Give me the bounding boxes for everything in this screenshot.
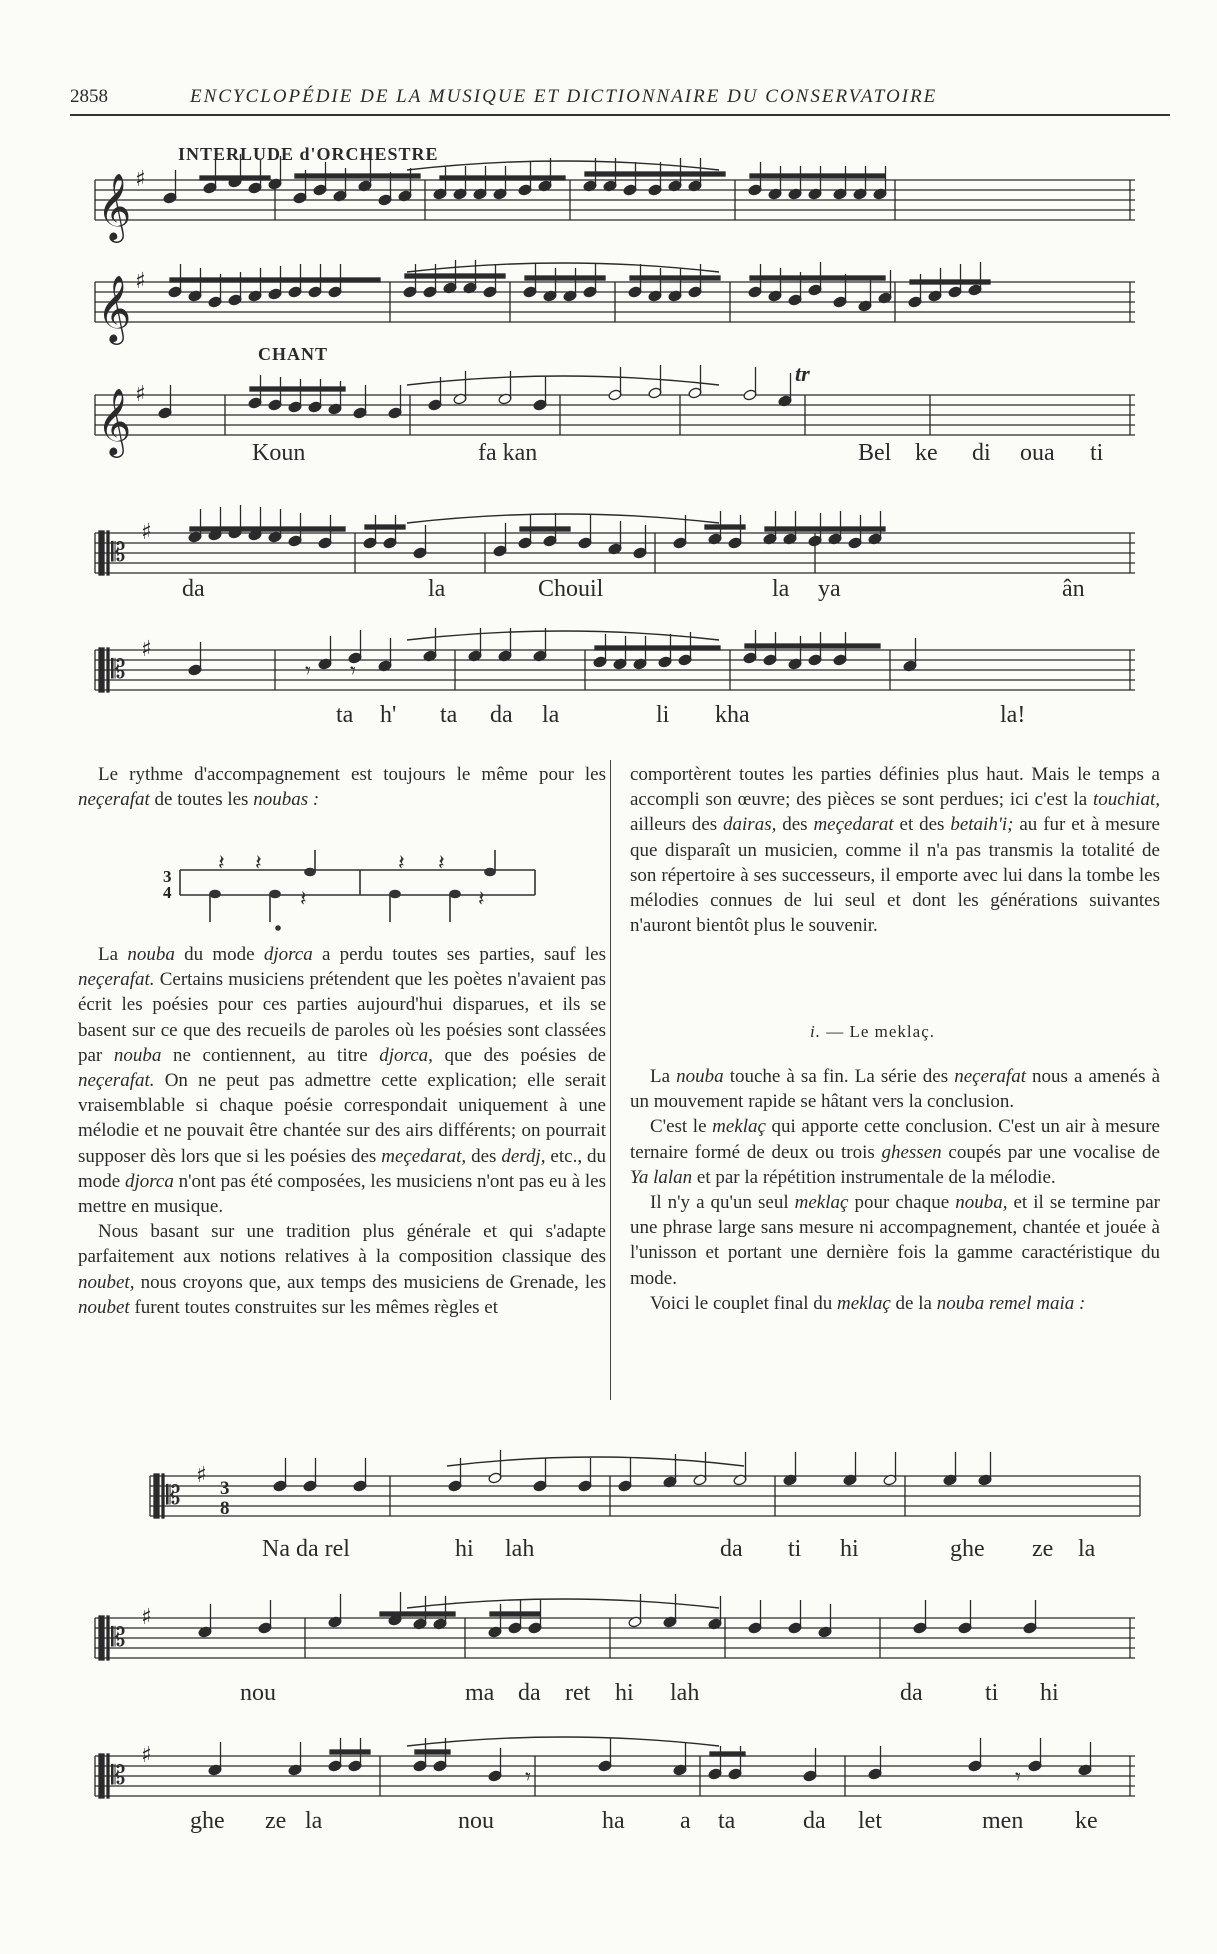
rhythm-time-top: 3: [163, 867, 172, 886]
section-heading: i. — Le meklaç.: [810, 1022, 935, 1041]
left-paragraph-3: Nous basant sur une tradition plus générale et qui s'adapte parfaitement aux notions relatives à la composition classique des noubet, nous croyons que, aux temps des musiciens de Grenade, les noubet furent toutes construites sur les mêmes règles et: [78, 1221, 606, 1318]
staff-6: [150, 1456, 1140, 1536]
staff-8: [95, 1736, 1135, 1816]
svg-text:𝄡: 𝄡: [111, 1761, 126, 1791]
svg-text:♯: ♯: [196, 1463, 207, 1488]
lyric-row4-4: la: [772, 576, 790, 602]
lyric-row4-2: la: [428, 576, 446, 602]
svg-text:♯: ♯: [135, 382, 146, 407]
lyric-b3-3: la: [305, 1808, 323, 1834]
lyric-row5-5: la: [542, 702, 560, 728]
lyric-b3-4: nou: [458, 1808, 494, 1834]
lyric-b3-5: ha: [602, 1808, 625, 1834]
right-paragraph-3: C'est le meklaç qui apporte cette conclusion. C'est un air à mesure ternaire formé de deux ou trois ghessen coupés par une vocalise de Ya lalan et par la répétition instrumentale de la mélodie.: [630, 1116, 1160, 1188]
svg-text:tr: tr: [795, 361, 810, 386]
lyric-b1-7: ghe: [950, 1536, 985, 1562]
lyric-b1-4: da: [720, 1536, 743, 1562]
staff-1: [95, 160, 1135, 240]
svg-text:𝄞: 𝄞: [97, 387, 132, 455]
lyric-b3-11: ke: [1075, 1808, 1098, 1834]
lyric-b2-8: ti: [985, 1680, 999, 1706]
staff-7: [95, 1598, 1135, 1678]
lyric-b1-3: lah: [505, 1536, 535, 1562]
lyric-b1-8: ze: [1032, 1536, 1054, 1562]
lyric-row5-8: la!: [1000, 702, 1026, 728]
right-paragraph-5: Voici le couplet final du meklaç de la nouba remel maia :: [650, 1292, 1086, 1314]
svg-text:𝄽: 𝄽: [218, 851, 225, 876]
lyric-b3-10: men: [982, 1808, 1024, 1834]
staff-2: [95, 262, 1135, 342]
lyric-b2-1: nou: [240, 1680, 276, 1706]
lyric-row5-3: ta: [440, 702, 458, 728]
lyric-row3-3: Bel: [858, 440, 892, 466]
right-paragraph-2: La nouba touche à sa fin. La série des neçerafat nous a amenés à un mouvement rapide se hâtant vers la conclusion.: [630, 1066, 1161, 1113]
svg-text:𝄾: 𝄾: [1015, 1765, 1021, 1790]
svg-text:𝄽: 𝄽: [255, 851, 262, 876]
svg-text:𝄡: 𝄡: [111, 655, 126, 685]
lyric-b1-5: ti: [788, 1536, 802, 1562]
lyric-b2-6: lah: [670, 1680, 700, 1706]
lyric-b1-9: la: [1078, 1536, 1096, 1562]
chant-label: CHANT: [258, 344, 329, 364]
lyric-row3-2: fa kan: [478, 440, 538, 466]
lyric-row3-7: ti: [1090, 440, 1104, 466]
lyric-b3-7: ta: [718, 1808, 736, 1834]
left-paragraph-2: La nouba du mode djorca a perdu toutes ses parties, sauf les neçerafat. Certains musiciens prétendent que les poètes n'avaient pas écrit les poésies pour ces parties aujourd'hui disparues, et ils se basent sur ce que des recueils de paroles où les poésies sont classées par nouba ne contiennent, au titre djorca, que des poésies de neçerafat. On ne peut pas admettre cette explication; elle serait vraisemblable si chaque poésie correspondait uniquement à une mélodie et ne pouvait être chantée sur des airs différents; on pourrait supposer dès lors que si les poésies des meçedarat, des derdj, etc., du mode djorca n'ont pas été composées, les musiciens n'ont pas eu à les mettre en musique.: [78, 944, 607, 1218]
right-column: [630, 762, 1160, 938]
right-paragraph-4: Il n'y a qu'un seul meklaç pour chaque nouba, et il se termine par une phrase large sans mesure ni accompagnement, chantée et jouée à l'unisson et portant une dernière fois la gamme caractéristique du mode.: [630, 1192, 1160, 1289]
lyric-row4-5: ya: [818, 576, 841, 602]
right-column-body: [630, 1064, 1160, 1316]
lyric-row5-2: h': [380, 702, 397, 728]
interlude-label: INTERLUDE d'ORCHESTRE: [178, 144, 439, 164]
lyric-b2-7: da: [900, 1680, 923, 1706]
lyric-b3-2: ze: [265, 1808, 287, 1834]
lyric-row3-1: Koun: [252, 440, 306, 466]
lyric-row5-6: li: [656, 702, 670, 728]
left-paragraph-1: Le rythme d'accompagnement est toujours le même pour les neçerafat de toutes les noubas :: [78, 764, 606, 811]
svg-text:𝄾: 𝄾: [305, 659, 311, 684]
svg-text:♯: ♯: [141, 637, 152, 662]
right-paragraph-1: comportèrent toutes les parties définies plus haut. Mais le temps a accompli son œuvre; des pièces se sont perdues; ici c'est la touchiat, ailleurs des dairas, des meçedarat et des betaih'i; au fur et à mesure que disparaît un musicien, comme il n'a pas transmis la totalité de son répertoire à ses successeurs, il emporte avec lui dans la tombe les mélodies connues de lui seul et dont les générations suivantes n'auront bientôt plus le souvenir.: [630, 764, 1160, 937]
lyric-row5-4: da: [490, 702, 513, 728]
lyric-row5-7: kha: [715, 702, 750, 728]
lyric-b3-1: ghe: [190, 1808, 225, 1834]
svg-text:♯: ♯: [135, 167, 146, 192]
lyric-b3-9: let: [858, 1808, 882, 1834]
lyric-row5-1: ta: [336, 702, 354, 728]
lyric-b1-6: hi: [840, 1536, 859, 1562]
lyric-b1-2: hi: [455, 1536, 474, 1562]
lyric-b2-5: hi: [615, 1680, 634, 1706]
svg-text:𝄡: 𝄡: [111, 538, 126, 568]
lyric-b1-1: Na da rel: [262, 1536, 350, 1562]
lyric-row3-4: ke: [915, 440, 938, 466]
svg-text:𝄾: 𝄾: [350, 659, 356, 684]
svg-text:3: 3: [220, 1478, 230, 1499]
svg-text:𝄞: 𝄞: [97, 172, 132, 240]
lyric-b2-2: ma: [465, 1680, 495, 1706]
svg-text:𝄽: 𝄽: [478, 887, 485, 912]
lyric-b2-4: ret: [565, 1680, 591, 1706]
column-divider: [610, 760, 611, 1400]
lyric-row4-6: ân: [1062, 576, 1085, 602]
running-title: ENCYCLOPÉDIE DE LA MUSIQUE ET DICTIONNAIRE DU CONSERVATOIRE: [190, 86, 938, 107]
svg-text:𝄞: 𝄞: [97, 274, 132, 342]
svg-text:𝄽: 𝄽: [438, 851, 445, 876]
svg-text:𝄾: 𝄾: [525, 1765, 531, 1790]
lyric-b3-6: a: [680, 1808, 691, 1834]
lyric-b2-3: da: [518, 1680, 541, 1706]
left-column-body: [78, 942, 606, 1320]
svg-text:𝄽: 𝄽: [398, 851, 405, 876]
svg-text:♯: ♯: [141, 1605, 152, 1630]
rhythm-time-bottom: 4: [163, 883, 172, 902]
rhythm-figure: [160, 850, 540, 940]
left-column: [78, 762, 606, 812]
page-number: 2858: [70, 86, 108, 107]
lyric-row3-5: di: [972, 440, 991, 466]
svg-text:𝄡: 𝄡: [166, 1481, 181, 1511]
svg-text:8: 8: [220, 1498, 230, 1519]
staff-4: [95, 513, 1135, 593]
staff-5: [95, 630, 1135, 710]
lyric-row3-6: oua: [1020, 440, 1055, 466]
lyric-row4-3: Chouil: [538, 576, 604, 602]
svg-text:𝄽: 𝄽: [300, 887, 307, 912]
lyric-row4-1: da: [182, 576, 205, 602]
svg-text:♯: ♯: [141, 1743, 152, 1768]
svg-text:𝄡: 𝄡: [111, 1623, 126, 1653]
svg-text:♯: ♯: [135, 269, 146, 294]
page-header: [70, 84, 1170, 116]
lyric-b2-9: hi: [1040, 1680, 1059, 1706]
svg-text:♯: ♯: [141, 520, 152, 545]
lyric-b3-8: da: [803, 1808, 826, 1834]
